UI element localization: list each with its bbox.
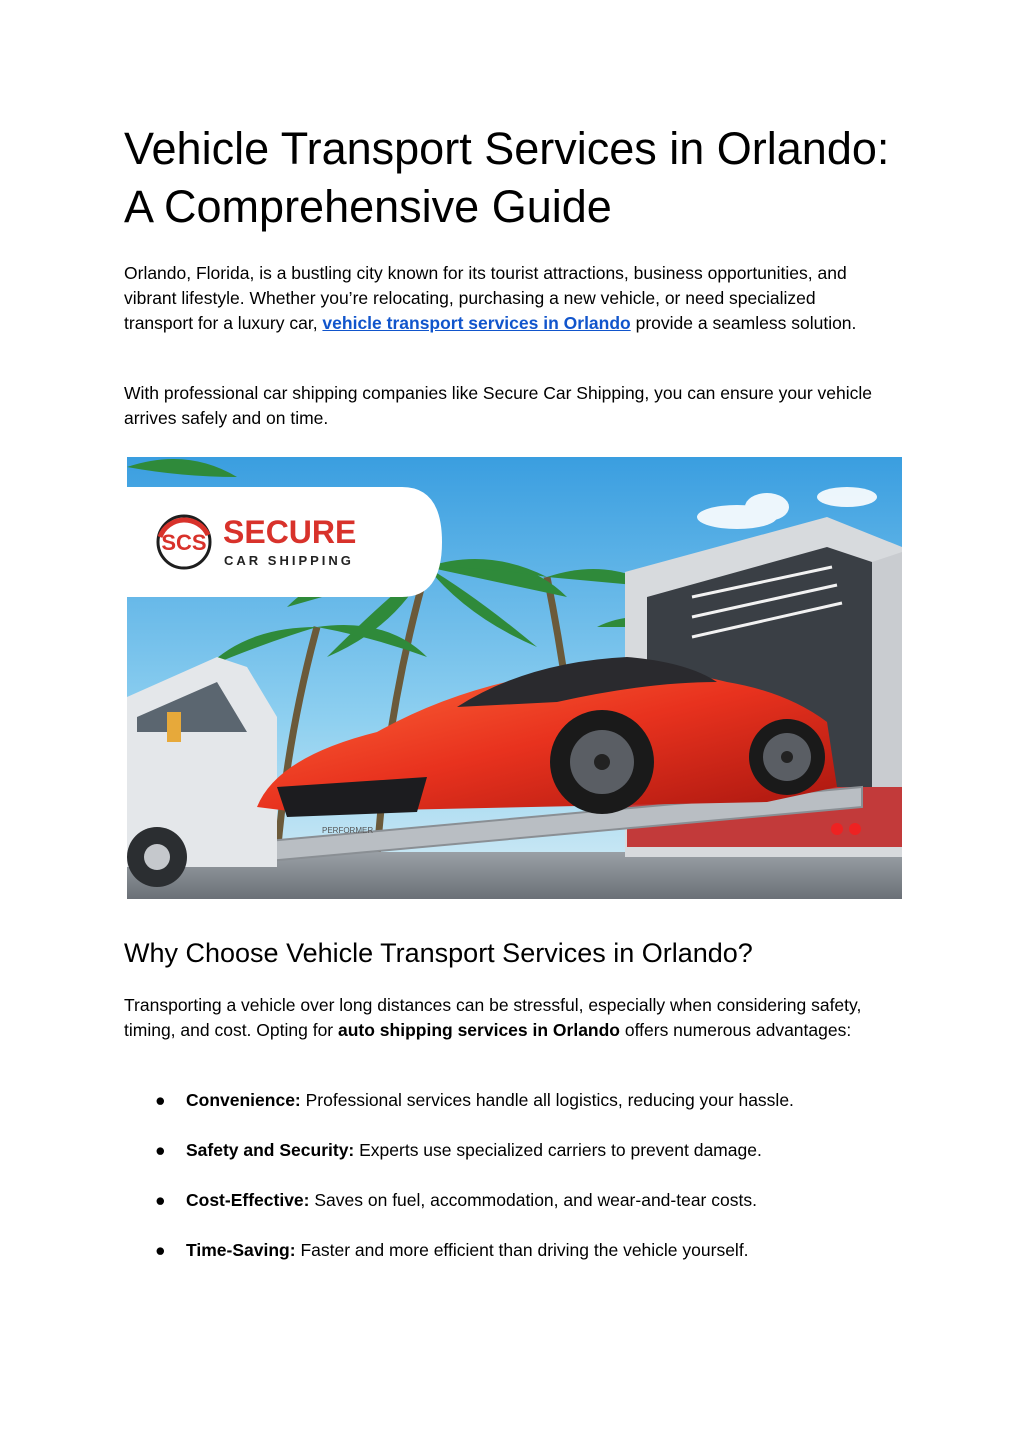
list-item-text: Faster and more efficient than driving the vehicle yourself.	[295, 1240, 749, 1260]
page-title	[124, 120, 904, 236]
intro-paragraph	[124, 261, 884, 336]
intro-text-after-link: provide a seamless solution.	[630, 313, 857, 333]
section-intro-text: Transporting a vehicle over long distances can be stressful, especially when considering safety, timing, and cost. Opting for	[124, 995, 862, 1040]
title-line-2: A Comprehensive Guide	[124, 181, 612, 232]
section-intro-after: offers numerous advantages:	[620, 1020, 852, 1040]
list-item	[124, 1088, 884, 1138]
list-item-label: Safety and Security:	[186, 1140, 355, 1160]
list-item	[124, 1238, 884, 1288]
list-item	[124, 1188, 884, 1238]
intro-text-before-link: Orlando, Florida, is a bustling city known for its tourist attractions, business opportunities, and vibrant lifestyle. Whether you’re relocating, purchasing a new vehicle, or need specialized transport for a luxury car,	[124, 263, 847, 333]
list-item-text: Professional services handle all logistics, reducing your hassle.	[300, 1090, 794, 1110]
secure-car-shipping-paragraph: With professional car shipping companies like Secure Car Shipping, you can ensure your vehicle arrives safely and on time.	[124, 383, 873, 428]
section-intro-paragraph	[124, 993, 884, 1043]
list-item-label: Cost-Effective:	[186, 1190, 310, 1210]
bullet-icon: ●	[155, 1190, 166, 1210]
bullet-icon: ●	[155, 1140, 166, 1160]
list-item-label: Convenience:	[186, 1090, 301, 1110]
bullet-icon: ●	[155, 1090, 166, 1110]
advantages-list	[124, 1088, 884, 1288]
hero-image	[127, 457, 902, 899]
section-heading: Why Choose Vehicle Transport Services in Orlando?	[124, 938, 753, 968]
logo-primary-text: SECURE	[223, 514, 357, 550]
car-transport-illustration	[127, 457, 902, 899]
trailer-label: PERFORMER	[322, 826, 374, 835]
bullet-icon: ●	[155, 1240, 166, 1260]
title-line-1: Vehicle Transport Services in Orlando:	[124, 123, 890, 174]
vehicle-transport-link[interactable]: vehicle transport services in Orlando	[322, 313, 631, 333]
list-item-label: Time-Saving:	[186, 1240, 296, 1260]
list-item	[124, 1138, 884, 1188]
logo-mark: SCS	[161, 530, 207, 555]
list-item-text: Experts use specialized carriers to prevent damage.	[354, 1140, 762, 1160]
logo-secondary-text: CAR SHIPPING	[224, 553, 354, 568]
section-intro-bold: auto shipping services in Orlando	[338, 1020, 620, 1040]
list-item-text: Saves on fuel, accommodation, and wear-and-tear costs.	[309, 1190, 757, 1210]
